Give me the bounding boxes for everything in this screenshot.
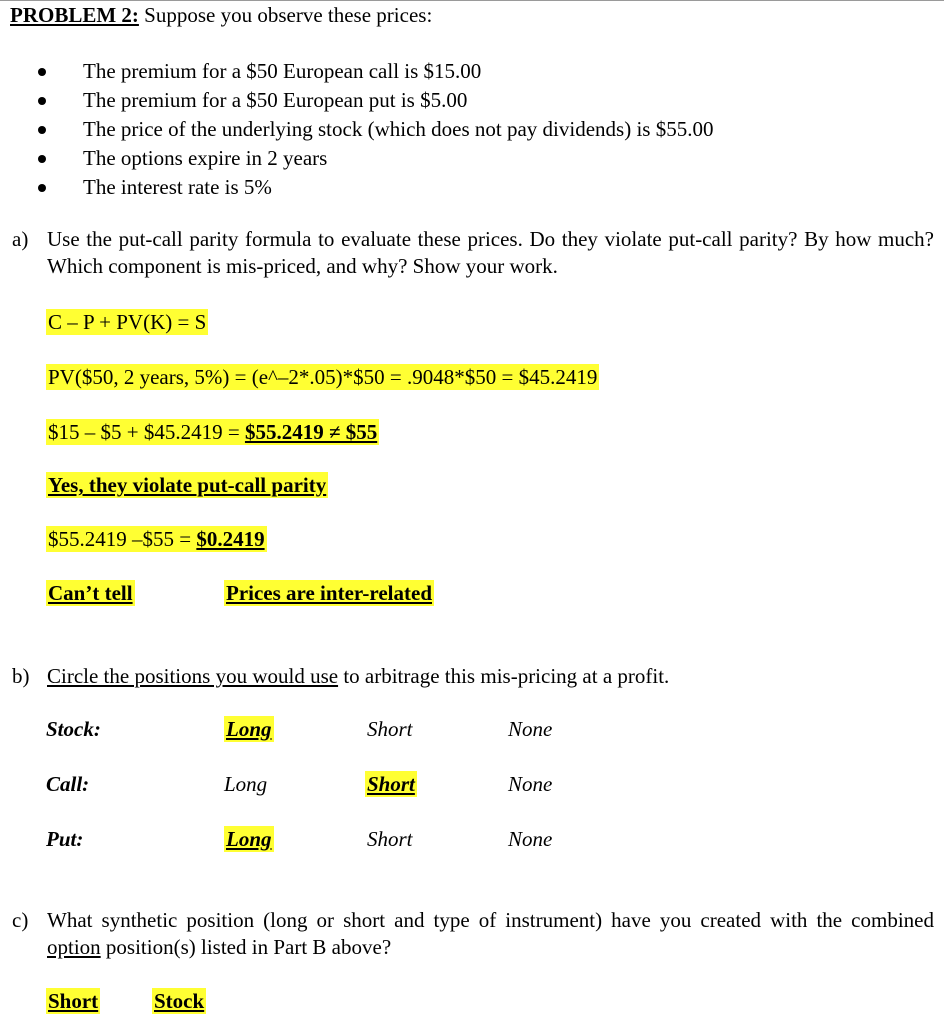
part-b-rest: to arbitrage this mis-pricing at a profit. [338, 664, 670, 688]
put-long-option[interactable]: Long [226, 827, 272, 851]
call-none-option[interactable]: None [508, 772, 553, 796]
call-long-option[interactable]: Long [224, 772, 268, 796]
verdict: Yes, they violate put-call parity [48, 473, 327, 497]
part-a-letter: a) [12, 227, 29, 251]
part-c-post: position(s) listed in Part B above? [100, 935, 392, 960]
mispricing-reason: Prices are inter-related [226, 581, 433, 605]
list-item: The options expire in 2 years [0, 144, 713, 173]
bullet-icon [38, 155, 46, 163]
list-item: The premium for a $50 European call is $15.00 [0, 57, 713, 86]
stock-short-option[interactable]: Short [367, 717, 413, 741]
part-c-question [12, 907, 934, 962]
answer-instrument: Stock [154, 989, 205, 1013]
bullet-icon [38, 126, 46, 134]
part-b-question [12, 663, 934, 690]
part-c-pre: What synthetic position (long or short and type of instrument) have you created with the combined [47, 908, 934, 932]
put-none-option[interactable]: None [508, 827, 553, 851]
stock-row-label: Stock: [46, 717, 101, 741]
put-short-option[interactable]: Short [367, 827, 413, 851]
put-row-label: Put: [46, 827, 84, 851]
bullet-icon [38, 184, 46, 192]
bullet-icon [38, 97, 46, 105]
parity-formula: C – P + PV(K) = S [48, 310, 207, 334]
given-prices-list [0, 57, 713, 202]
bullet-icon [38, 68, 46, 76]
part-b-underlined: Circle the positions you would use [47, 664, 339, 688]
part-c-letter: c) [12, 908, 29, 932]
list-item: The price of the underlying stock (which does not pay dividends) is $55.00 [0, 115, 713, 144]
sum-calc-result: $55.2419 ≠ $55 [244, 420, 378, 444]
problem-intro: Suppose you observe these prices: [138, 3, 433, 27]
stock-none-option[interactable]: None [508, 717, 553, 741]
top-rule [0, 0, 944, 1]
pv-calculation: PV($50, 2 years, 5%) = (e^–2*.05)*$50 = .9048*$50 = $45.2419 [48, 365, 598, 389]
part-c-underlined: option [47, 935, 101, 960]
answer-direction: Short [48, 989, 99, 1013]
call-row-label: Call: [46, 772, 90, 796]
sum-calc-prefix: $15 – $5 + $45.2419 = [48, 420, 245, 444]
problem-heading [10, 2, 432, 29]
mispriced-component: Can’t tell [48, 581, 133, 605]
part-a-text: Use the put-call parity formula to evaluate these prices. Do they violate put-call parity? By how much? Which component is mis-priced, and why? Show your work. [47, 227, 934, 279]
diff-result: $0.2419 [196, 527, 265, 551]
difference-calculation [46, 526, 267, 553]
problem-label: PROBLEM 2: [10, 3, 139, 27]
diff-prefix: $55.2419 –$55 = [48, 527, 197, 551]
list-item: The interest rate is 5% [0, 173, 713, 202]
part-b-letter: b) [12, 664, 30, 688]
sum-calculation [46, 419, 379, 446]
list-item: The premium for a $50 European put is $5.00 [0, 86, 713, 115]
stock-long-option[interactable]: Long [226, 717, 272, 741]
part-a-question [12, 226, 934, 281]
call-short-option[interactable]: Short [367, 772, 415, 796]
